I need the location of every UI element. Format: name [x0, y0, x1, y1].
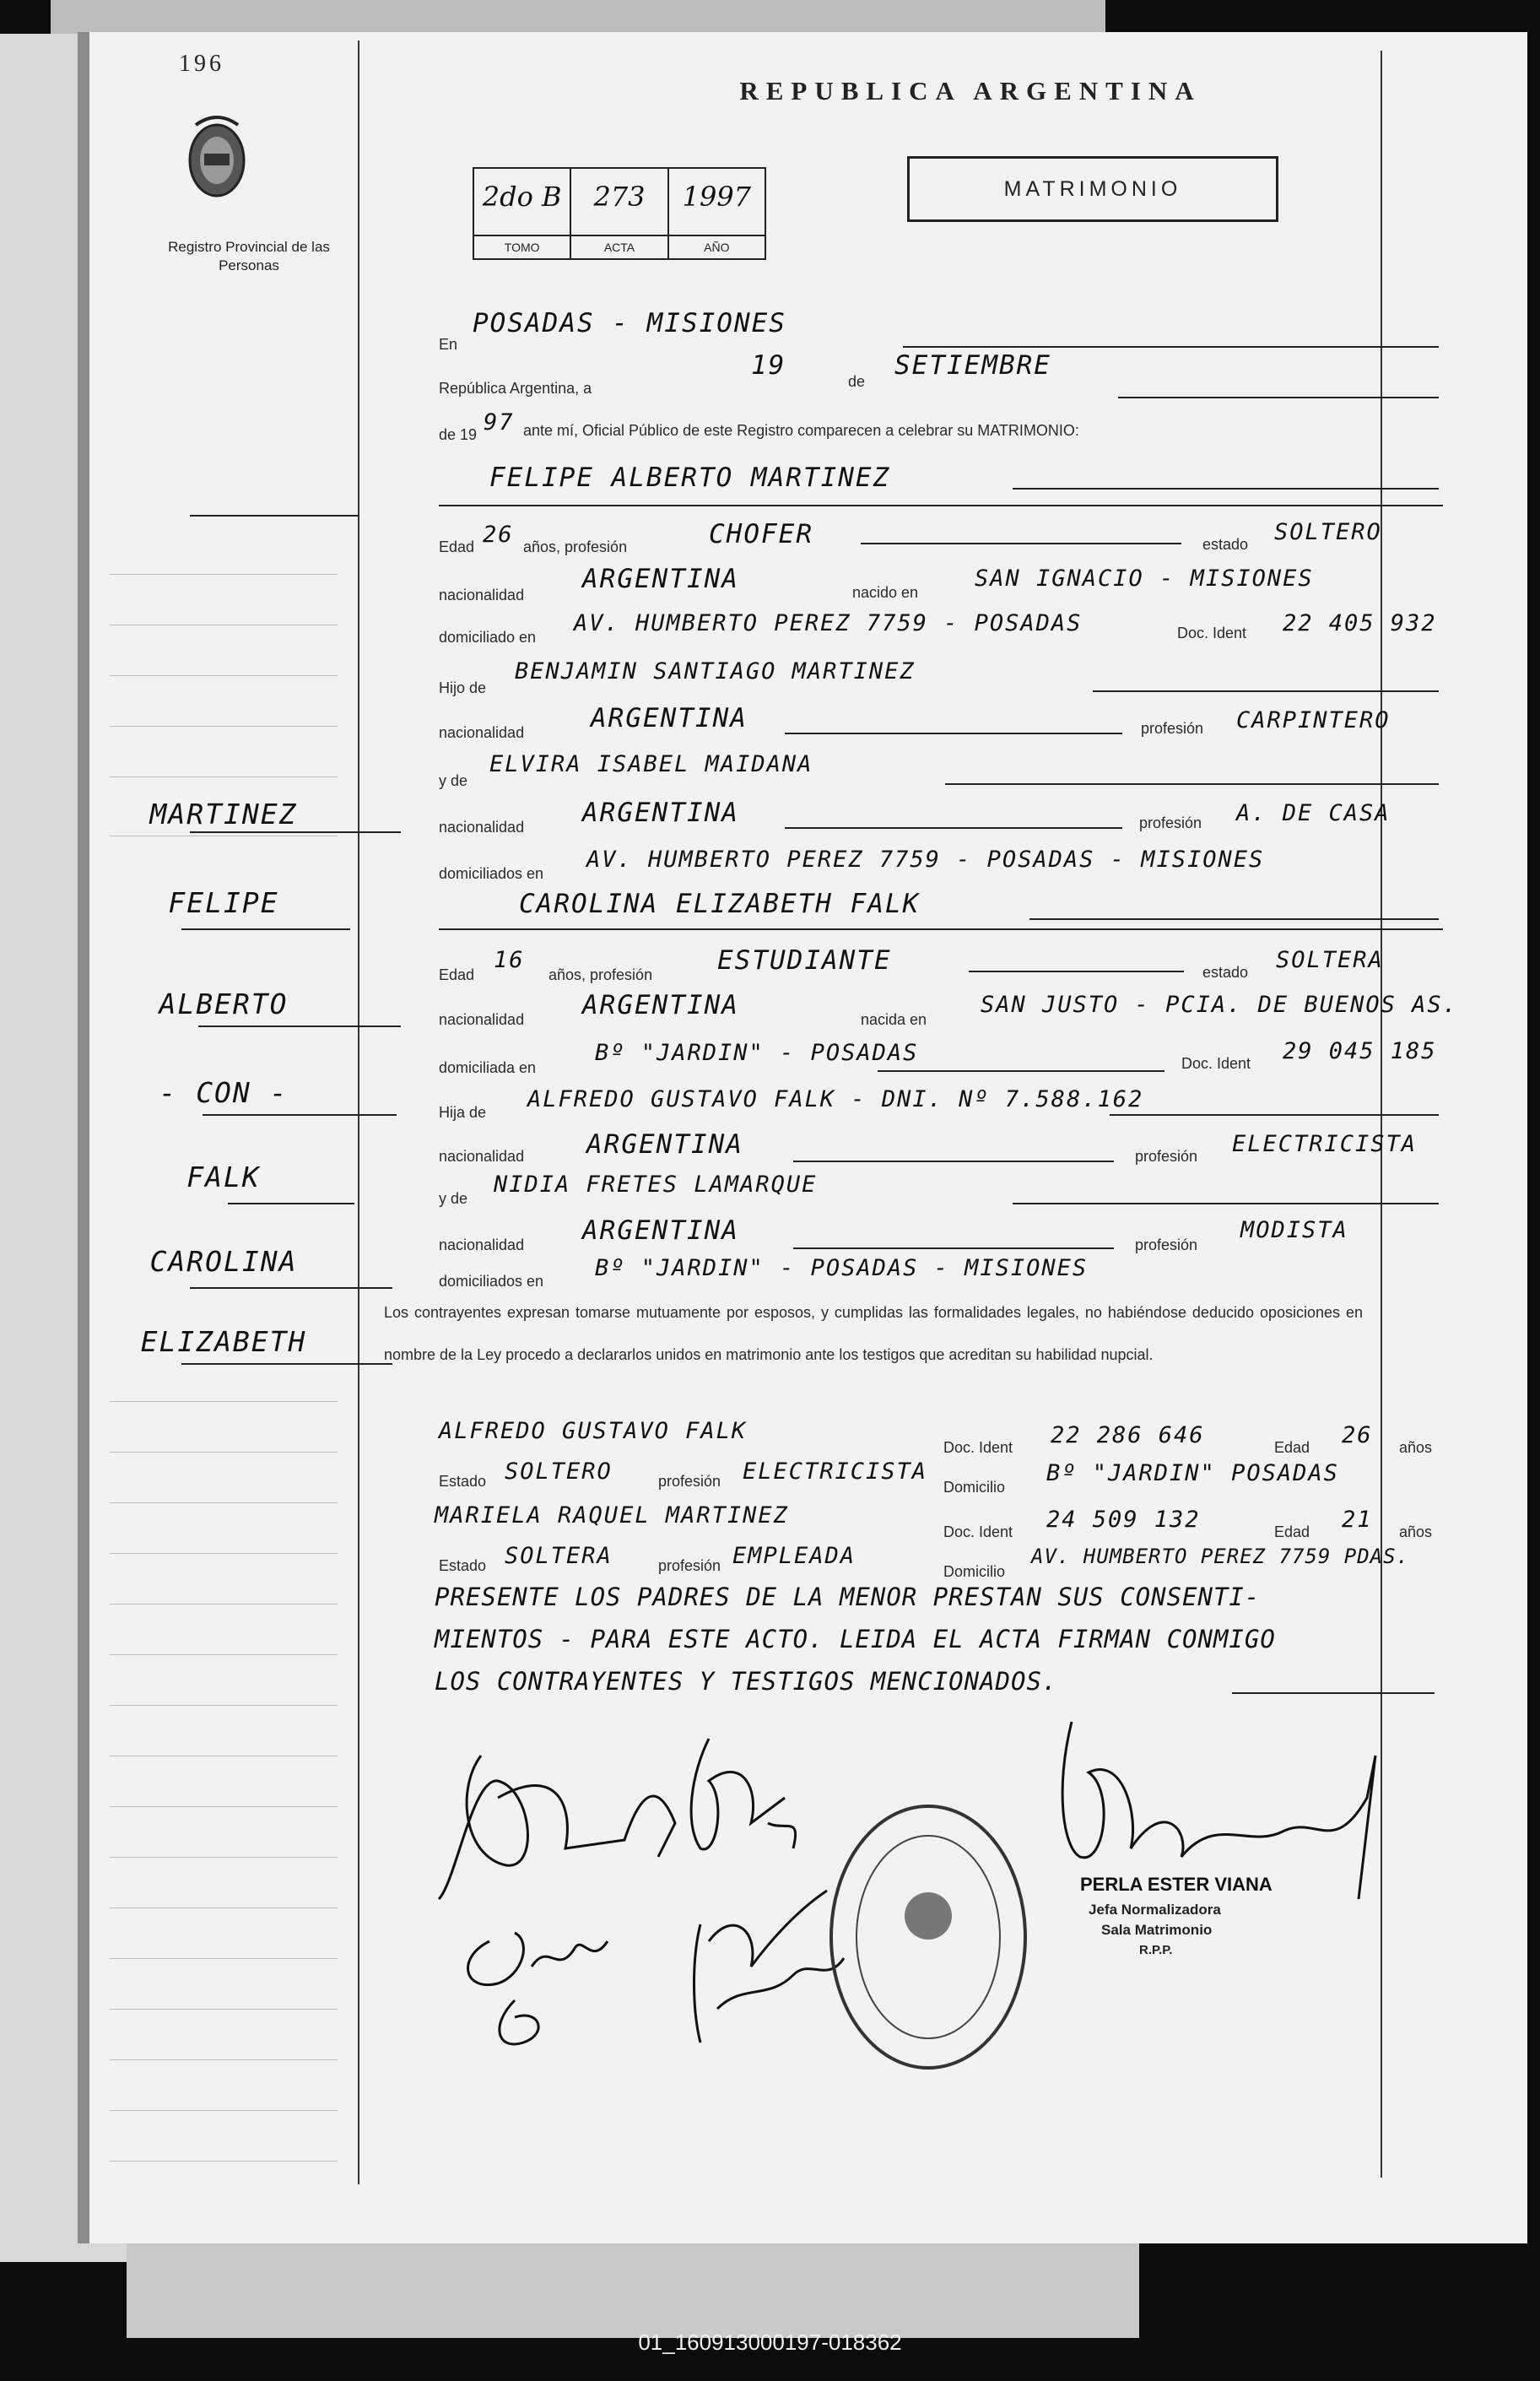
bride-signature	[691, 1739, 796, 1849]
witness-2-domicile: AV. HUMBERTO PEREZ 7759 PDAS.	[1031, 1545, 1410, 1568]
groom-estado-label: estado	[1202, 536, 1249, 553]
margin-name-martinez: MARTINEZ	[149, 798, 298, 831]
bride-nacionalidad-label: nacionalidad	[439, 1011, 525, 1028]
groom-hijo-label: Hijo de	[439, 679, 487, 696]
witness-1-dom-label: Domicilio	[943, 1479, 1006, 1496]
bride-domicile: Bº "JARDIN" - POSADAS	[595, 1040, 919, 1066]
witness-2-estado-label: Estado	[439, 1557, 487, 1574]
bride-birthplace: SAN JUSTO - PCIA. DE BUENOS AS.	[981, 992, 1458, 1018]
groom-name: FELIPE ALBERTO MARTINEZ	[489, 463, 891, 493]
fill-line	[1013, 488, 1439, 490]
margin-divider	[190, 515, 359, 517]
margin-name-elizabeth: ELIZABETH	[140, 1325, 307, 1358]
margin-line	[110, 2009, 338, 2010]
section-divider	[439, 928, 1443, 930]
bride-mother-nat-label: nacionalidad	[439, 1236, 525, 1253]
margin-line	[110, 1502, 338, 1503]
margin-line	[110, 2059, 338, 2060]
bride-yde-label: y de	[439, 1190, 468, 1207]
bride-name: CAROLINA ELIZABETH FALK	[519, 889, 921, 919]
bride-profession: ESTUDIANTE	[717, 945, 892, 976]
fill-line	[878, 1070, 1164, 1072]
witness-1-name: ALFREDO GUSTAVO FALK	[439, 1418, 748, 1444]
bride-hija-label: Hija de	[439, 1104, 487, 1121]
groom-birthplace: SAN IGNACIO - MISIONES	[975, 565, 1314, 592]
fill-line	[861, 543, 1181, 544]
bride-father-profession: ELECTRICISTA	[1232, 1131, 1418, 1157]
fill-line	[945, 783, 1439, 785]
bride-father: ALFREDO GUSTAVO FALK - DNI. Nº 7.588.162	[527, 1086, 1144, 1112]
bride-parents-domicile: Bº "JARDIN" - POSADAS - MISIONES	[595, 1255, 1089, 1281]
groom-mother: ELVIRA ISABEL MAIDANA	[489, 751, 813, 777]
acta-label: ACTA	[571, 235, 667, 258]
witness-1-domicile: Bº "JARDIN" POSADAS	[1046, 1460, 1339, 1486]
groom-mother-nat-label: nacionalidad	[439, 819, 525, 836]
groom-domicile: AV. HUMBERTO PEREZ 7759 - POSADAS	[574, 610, 1083, 636]
fill-line	[969, 971, 1184, 972]
witness-signature-1	[468, 1933, 608, 2044]
witness-1-prof-label: profesión	[658, 1473, 721, 1490]
witness-1-estado: SOLTERO	[505, 1458, 613, 1485]
bride-nacida-label: nacida en	[861, 1011, 927, 1028]
groom-estado: SOLTERO	[1274, 519, 1382, 545]
groom-nacionalidad-label: nacionalidad	[439, 587, 525, 603]
top-page-edge	[51, 0, 1105, 34]
note-line-1: PRESENTE LOS PADRES DE LA MENOR PRESTAN SUS CONSENTI-	[435, 1583, 1261, 1611]
margin-line	[110, 675, 338, 676]
officer-signature	[1062, 1722, 1375, 1899]
bride-mother: NIDIA FRETES LAMARQUE	[494, 1172, 818, 1198]
signatures-area	[405, 1688, 1418, 2161]
fill-line	[1013, 1203, 1439, 1204]
margin-underline	[181, 1363, 392, 1365]
groom-nationality: ARGENTINA	[582, 564, 739, 594]
bride-estado: SOLTERA	[1276, 947, 1384, 973]
groom-father: BENJAMIN SANTIAGO MARTINEZ	[515, 658, 916, 685]
groom-father-nationality: ARGENTINA	[591, 703, 748, 733]
bride-estado-label: estado	[1202, 964, 1249, 981]
bride-father-nat-label: nacionalidad	[439, 1148, 525, 1165]
ceremony-month: SETIEMBRE	[894, 350, 1051, 381]
groom-father-nat-label: nacionalidad	[439, 724, 525, 741]
note-line-2: MIENTOS - PARA ESTE ACTO. LEIDA EL ACTA FIRMAN CONMIGO	[435, 1625, 1276, 1653]
witness-2-dom-label: Domicilio	[943, 1563, 1006, 1580]
groom-mother-prof-label: profesión	[1139, 814, 1202, 831]
groom-profession: CHOFER	[709, 519, 813, 549]
margin-line	[110, 1806, 338, 1807]
witness-1-age: 26	[1342, 1422, 1373, 1448]
bride-nationality: ARGENTINA	[582, 990, 739, 1020]
margin-line	[110, 1958, 338, 1959]
margin-name-alberto: ALBERTO	[159, 988, 289, 1020]
ano-value: 1997	[682, 181, 752, 213]
margin-underline	[203, 1114, 397, 1116]
officer-name: PERLA ESTER VIANA	[1080, 1874, 1273, 1895]
note-line-3: LOS CONTRAYENTES Y TESTIGOS MENCIONADOS.	[435, 1667, 1058, 1696]
witness-2-name: MARIELA RAQUEL MARTINEZ	[435, 1502, 789, 1529]
groom-father-profession: CARPINTERO	[1236, 707, 1391, 733]
groom-mother-profession: A. DE CASA	[1236, 800, 1391, 826]
bride-father-nationality: ARGENTINA	[586, 1129, 743, 1160]
witness-1-profession: ELECTRICISTA	[743, 1458, 928, 1485]
fill-line	[1093, 690, 1439, 692]
groom-nacido-label: nacido en	[852, 584, 919, 601]
de-label: de	[848, 373, 866, 390]
fill-line	[1110, 1114, 1439, 1116]
witness-1-doc: 22 286 646	[1051, 1422, 1205, 1448]
margin-name-felipe: FELIPE	[168, 886, 279, 919]
fill-line	[785, 827, 1122, 829]
groom-yde-label: y de	[439, 772, 468, 789]
fill-line	[1029, 918, 1439, 920]
witness-2-edad-label: Edad	[1274, 1523, 1310, 1540]
margin-line	[110, 2161, 338, 2162]
official-seal	[831, 1806, 1025, 2068]
margin-rule	[358, 41, 359, 2184]
witness-2-profession: EMPLEADA	[732, 1543, 856, 1569]
acta-value: 273	[593, 181, 646, 213]
fill-line	[903, 346, 1439, 348]
margin-line	[110, 1452, 338, 1453]
image-caption: 01_160913000197-018362	[638, 2330, 902, 2355]
groom-profession-label: años, profesión	[523, 538, 628, 555]
folio-number: 196	[179, 51, 224, 77]
witness-1-anos-label: años	[1399, 1439, 1433, 1456]
bride-age: 16	[494, 947, 525, 973]
witness-2-doc: 24 509 132	[1046, 1507, 1201, 1533]
margin-line	[110, 2110, 338, 2111]
groom-parents-dom-label: domiciliados en	[439, 865, 544, 882]
fill-line	[1118, 397, 1439, 398]
officer-section: Sala Matrimonio	[1101, 1922, 1213, 1938]
officer-org: R.P.P.	[1139, 1943, 1173, 1957]
groom-doc: 22 405 932	[1283, 610, 1437, 636]
groom-parents-domicile: AV. HUMBERTO PEREZ 7759 - POSADAS - MISIONES	[586, 847, 1265, 873]
legal-declaration: Los contrayentes expresan tomarse mutuamente por esposos, y cumplidas las formalidades legales, no habiéndose deducido oposiciones en nombre de la Ley procedo a declararlos unidos en matrimonio ante los testigos que acreditan su habilidad nupcial.	[384, 1304, 1363, 1363]
bride-mother-nationality: ARGENTINA	[582, 1215, 739, 1246]
groom-age: 26	[483, 522, 514, 548]
margin-line	[110, 1553, 338, 1554]
margin-underline	[181, 928, 350, 930]
bride-father-prof-label: profesión	[1135, 1148, 1198, 1165]
margin-name-con: - CON -	[159, 1076, 289, 1109]
record-reference-box	[473, 167, 766, 260]
groom-domicilio-label: domiciliado en	[439, 629, 537, 646]
margin-name-falk: FALK	[186, 1161, 261, 1193]
bride-domicilio-label: domiciliada en	[439, 1059, 537, 1076]
groom-father-prof-label: profesión	[1141, 720, 1204, 737]
acta-cell	[571, 169, 668, 258]
bride-doc: 29 045 185	[1283, 1038, 1437, 1064]
margin-underline	[190, 831, 401, 833]
witness-2-doc-label: Doc. Ident	[943, 1523, 1013, 1540]
witness-2-anos-label: años	[1399, 1523, 1433, 1540]
margin-line	[110, 726, 338, 727]
bride-parents-dom-label: domiciliados en	[439, 1273, 544, 1290]
witness-1-edad-label: Edad	[1274, 1439, 1310, 1456]
groom-signature	[439, 1756, 675, 1899]
margin-line	[110, 1857, 338, 1858]
ano-label: AÑO	[669, 235, 765, 258]
witness-1-doc-label: Doc. Ident	[943, 1439, 1013, 1456]
country-heading: REPUBLICA ARGENTINA	[739, 76, 1202, 106]
ceremony-day: 19	[751, 350, 786, 381]
registry-office-name: Registro Provincial de las Personas	[168, 239, 330, 273]
tomo-value: 2do B	[482, 181, 562, 213]
bride-mother-profession: MODISTA	[1240, 1217, 1348, 1243]
margin-line	[110, 1705, 338, 1706]
document-type-box: MATRIMONIO	[907, 156, 1278, 222]
tomo-label: TOMO	[474, 235, 570, 258]
witness-2-estado: SOLTERA	[505, 1543, 613, 1569]
ano-cell	[669, 169, 765, 258]
provincial-coat-of-arms-icon	[179, 110, 255, 211]
witness-2-age: 21	[1342, 1507, 1373, 1533]
margin-underline	[190, 1287, 392, 1289]
groom-mother-nationality: ARGENTINA	[582, 798, 739, 828]
margin-underline	[198, 1025, 401, 1027]
groom-doc-label: Doc. Ident	[1177, 625, 1247, 641]
bride-mother-prof-label: profesión	[1135, 1236, 1198, 1253]
margin-line	[110, 1654, 338, 1655]
section-divider	[439, 505, 1443, 506]
fill-line	[793, 1161, 1114, 1162]
margin-name-carolina: CAROLINA	[149, 1245, 298, 1278]
bride-edad-label: Edad	[439, 966, 475, 983]
bride-doc-label: Doc. Ident	[1181, 1055, 1251, 1072]
groom-edad-label: Edad	[439, 538, 475, 555]
appearance-statement: ante mí, Oficial Público de este Registro comparecen a celebrar su MATRIMONIO:	[523, 422, 1079, 439]
witness-signature-2	[694, 1891, 845, 2043]
year-prefix: de 19	[439, 426, 478, 443]
en-label: En	[439, 336, 458, 353]
tomo-cell	[474, 169, 571, 258]
witness-1-estado-label: Estado	[439, 1473, 487, 1490]
fill-line	[785, 733, 1122, 734]
margin-line	[110, 1401, 338, 1402]
witness-2-prof-label: profesión	[658, 1557, 721, 1574]
ceremony-place: POSADAS - MISIONES	[473, 308, 786, 338]
margin-line	[110, 574, 338, 575]
bride-profession-label: años, profesión	[548, 966, 653, 983]
ceremony-year: 97	[484, 409, 515, 436]
republica-label: República Argentina, a	[439, 380, 592, 397]
margin-underline	[228, 1203, 354, 1204]
fill-line	[793, 1247, 1114, 1249]
officer-title: Jefa Normalizadora	[1089, 1902, 1221, 1918]
